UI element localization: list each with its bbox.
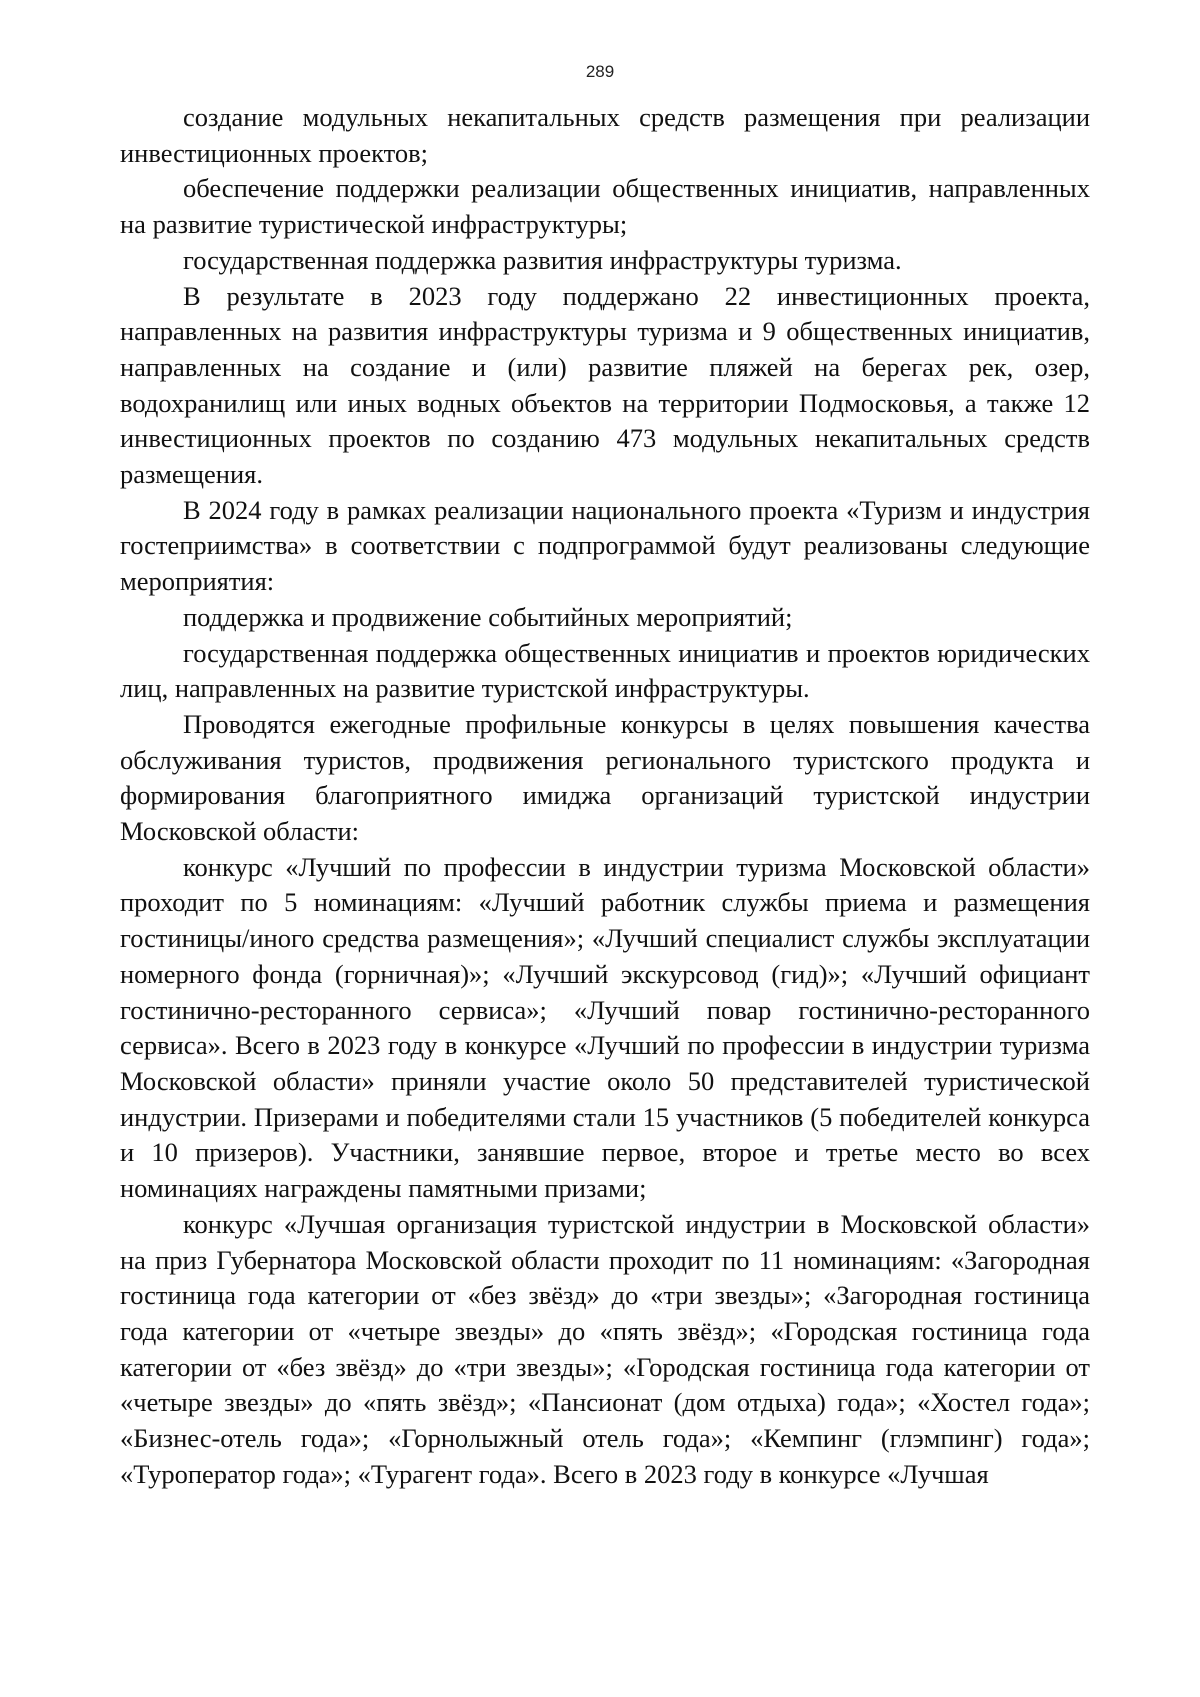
paragraph-2023-results: В результате в 2023 году поддержано 22 инвестиционных проекта, направленных на развития инфраструктуры туризма и 9 общественных инициатив, направленных на создание и (или) развитие пляжей на берегах рек, озер, водохранилищ или иных водных объектов на территории Подмосковья, а также 12 инвестиционных проектов по созданию 473 модульных некапитальных средств размещения.: [120, 280, 1090, 490]
page-number: 289: [585, 62, 615, 81]
paragraph-2024-national-project: В 2024 году в рамках реализации национального проекта «Туризм и индустрия гостеприимства» в соответствии с подпрограммой будут реализованы следующие мероприятия:: [120, 494, 1090, 597]
paragraph-event-promotion: поддержка и продвижение событийных мероприятий;: [183, 601, 793, 632]
paragraph-best-professional-contest: конкурс «Лучший по профессии в индустрии туризма Московской области» проходит по 5 номинациям: «Лучший работник службы приема и размещения гостиницы/иного средства размещения»; «Лучший специалист службы эксплуатации номерного фонда (горничная)»; «Лучший экскурсовод (гид)»; «Лучший официант гостинично-ресторанного сервиса»; «Лучший повар гостинично-ресторанного сервиса». Всего в 2023 году в конкурсе «Лучший по профессии в индустрии туризма Московской области» приняли участие около 50 представителей туристической индустрии. Призерами и победителями стали 15 участников (5 победителей конкурса и 10 призеров). Участники, занявшие первое, второе и третье место во всех номинациях награждены памятными призами;: [120, 851, 1090, 1204]
paragraph-state-infrastructure-support: государственная поддержка развития инфраструктуры туризма.: [183, 244, 902, 275]
paragraph-modular-accommodation: создание модульных некапитальных средств размещения при реализации инвестиционных проектов;: [120, 102, 1090, 168]
paragraph-best-organization-contest: конкурс «Лучшая организация туристской индустрии в Московской области» на приз Губернатора Московской области проходит по 11 номинациям: «Загородная гостиница года категории от «без звёзд» до «три звезды»; «Загородная гостиница года категории от «четыре звезды» до «пять звёзд»; «Городская гостиница года категории от «без звёзд» до «три звезды»; «Городская гостиница года категории от «четыре звезды» до «пять звёзд»; «Пансионат (дом отдыха) года»; «Хостел года»; «Бизнес-отель года»; «Горнолыжный отель года»; «Кемпинг (глэмпинг) года»; «Туроператор года»; «Турагент года». Всего в 2023 году в конкурсе «Лучшая: [120, 1208, 1090, 1489]
paragraph-annual-contests: Проводятся ежегодные профильные конкурсы в целях повышения качества обслуживания туристов, продвижения регионального туристского продукта и формирования благоприятного имиджа организаций туристской индустрии Московской области:: [120, 708, 1090, 847]
paragraph-legal-entities-support: государственная поддержка общественных инициатив и проектов юридических лиц, направленных на развитие туристской инфраструктуры.: [120, 637, 1090, 704]
document-body: [120, 100, 1090, 1492]
paragraph-public-initiatives-support: обеспечение поддержки реализации общественных инициатив, направленных на развитие туристической инфраструктуры;: [120, 173, 1090, 240]
